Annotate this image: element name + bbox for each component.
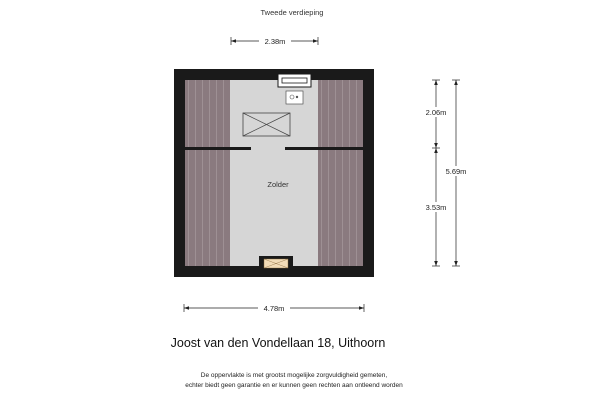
stair-icon xyxy=(259,256,293,270)
dimension-top-label: 2.38m xyxy=(264,37,286,46)
room-label: Zolder xyxy=(267,180,289,189)
top-window xyxy=(278,74,311,87)
disclaimer-line-2: echter biedt geen garantie en er kunnen geen rechten aan ontleend worden xyxy=(185,382,403,389)
divider-wall-left xyxy=(185,147,251,150)
sloped-roof-left xyxy=(185,80,230,266)
dimension-bottom-label: 4.78m xyxy=(263,304,285,313)
disclaimer-line-1: De oppervlakte is met grootst mogelijke zorgvuldigheid gemeten, xyxy=(200,372,388,379)
boiler-icon xyxy=(243,113,290,136)
washbasin-icon xyxy=(286,91,303,104)
dimension-bottom xyxy=(184,303,364,313)
dimension-right-upper-label: 2.06m xyxy=(425,108,447,117)
floor-title: Tweede verdieping xyxy=(260,8,324,17)
property-address: Joost van den Vondellaan 18, Uithoorn xyxy=(170,336,386,350)
sloped-roof-right xyxy=(318,80,363,266)
dimension-top xyxy=(231,36,318,46)
disclaimer xyxy=(0,371,588,391)
dimension-right-lower-label: 3.53m xyxy=(425,203,447,212)
attic-floor xyxy=(230,80,318,266)
divider-wall-right xyxy=(285,147,363,150)
dimension-right-total-label: 5.69m xyxy=(445,167,467,176)
